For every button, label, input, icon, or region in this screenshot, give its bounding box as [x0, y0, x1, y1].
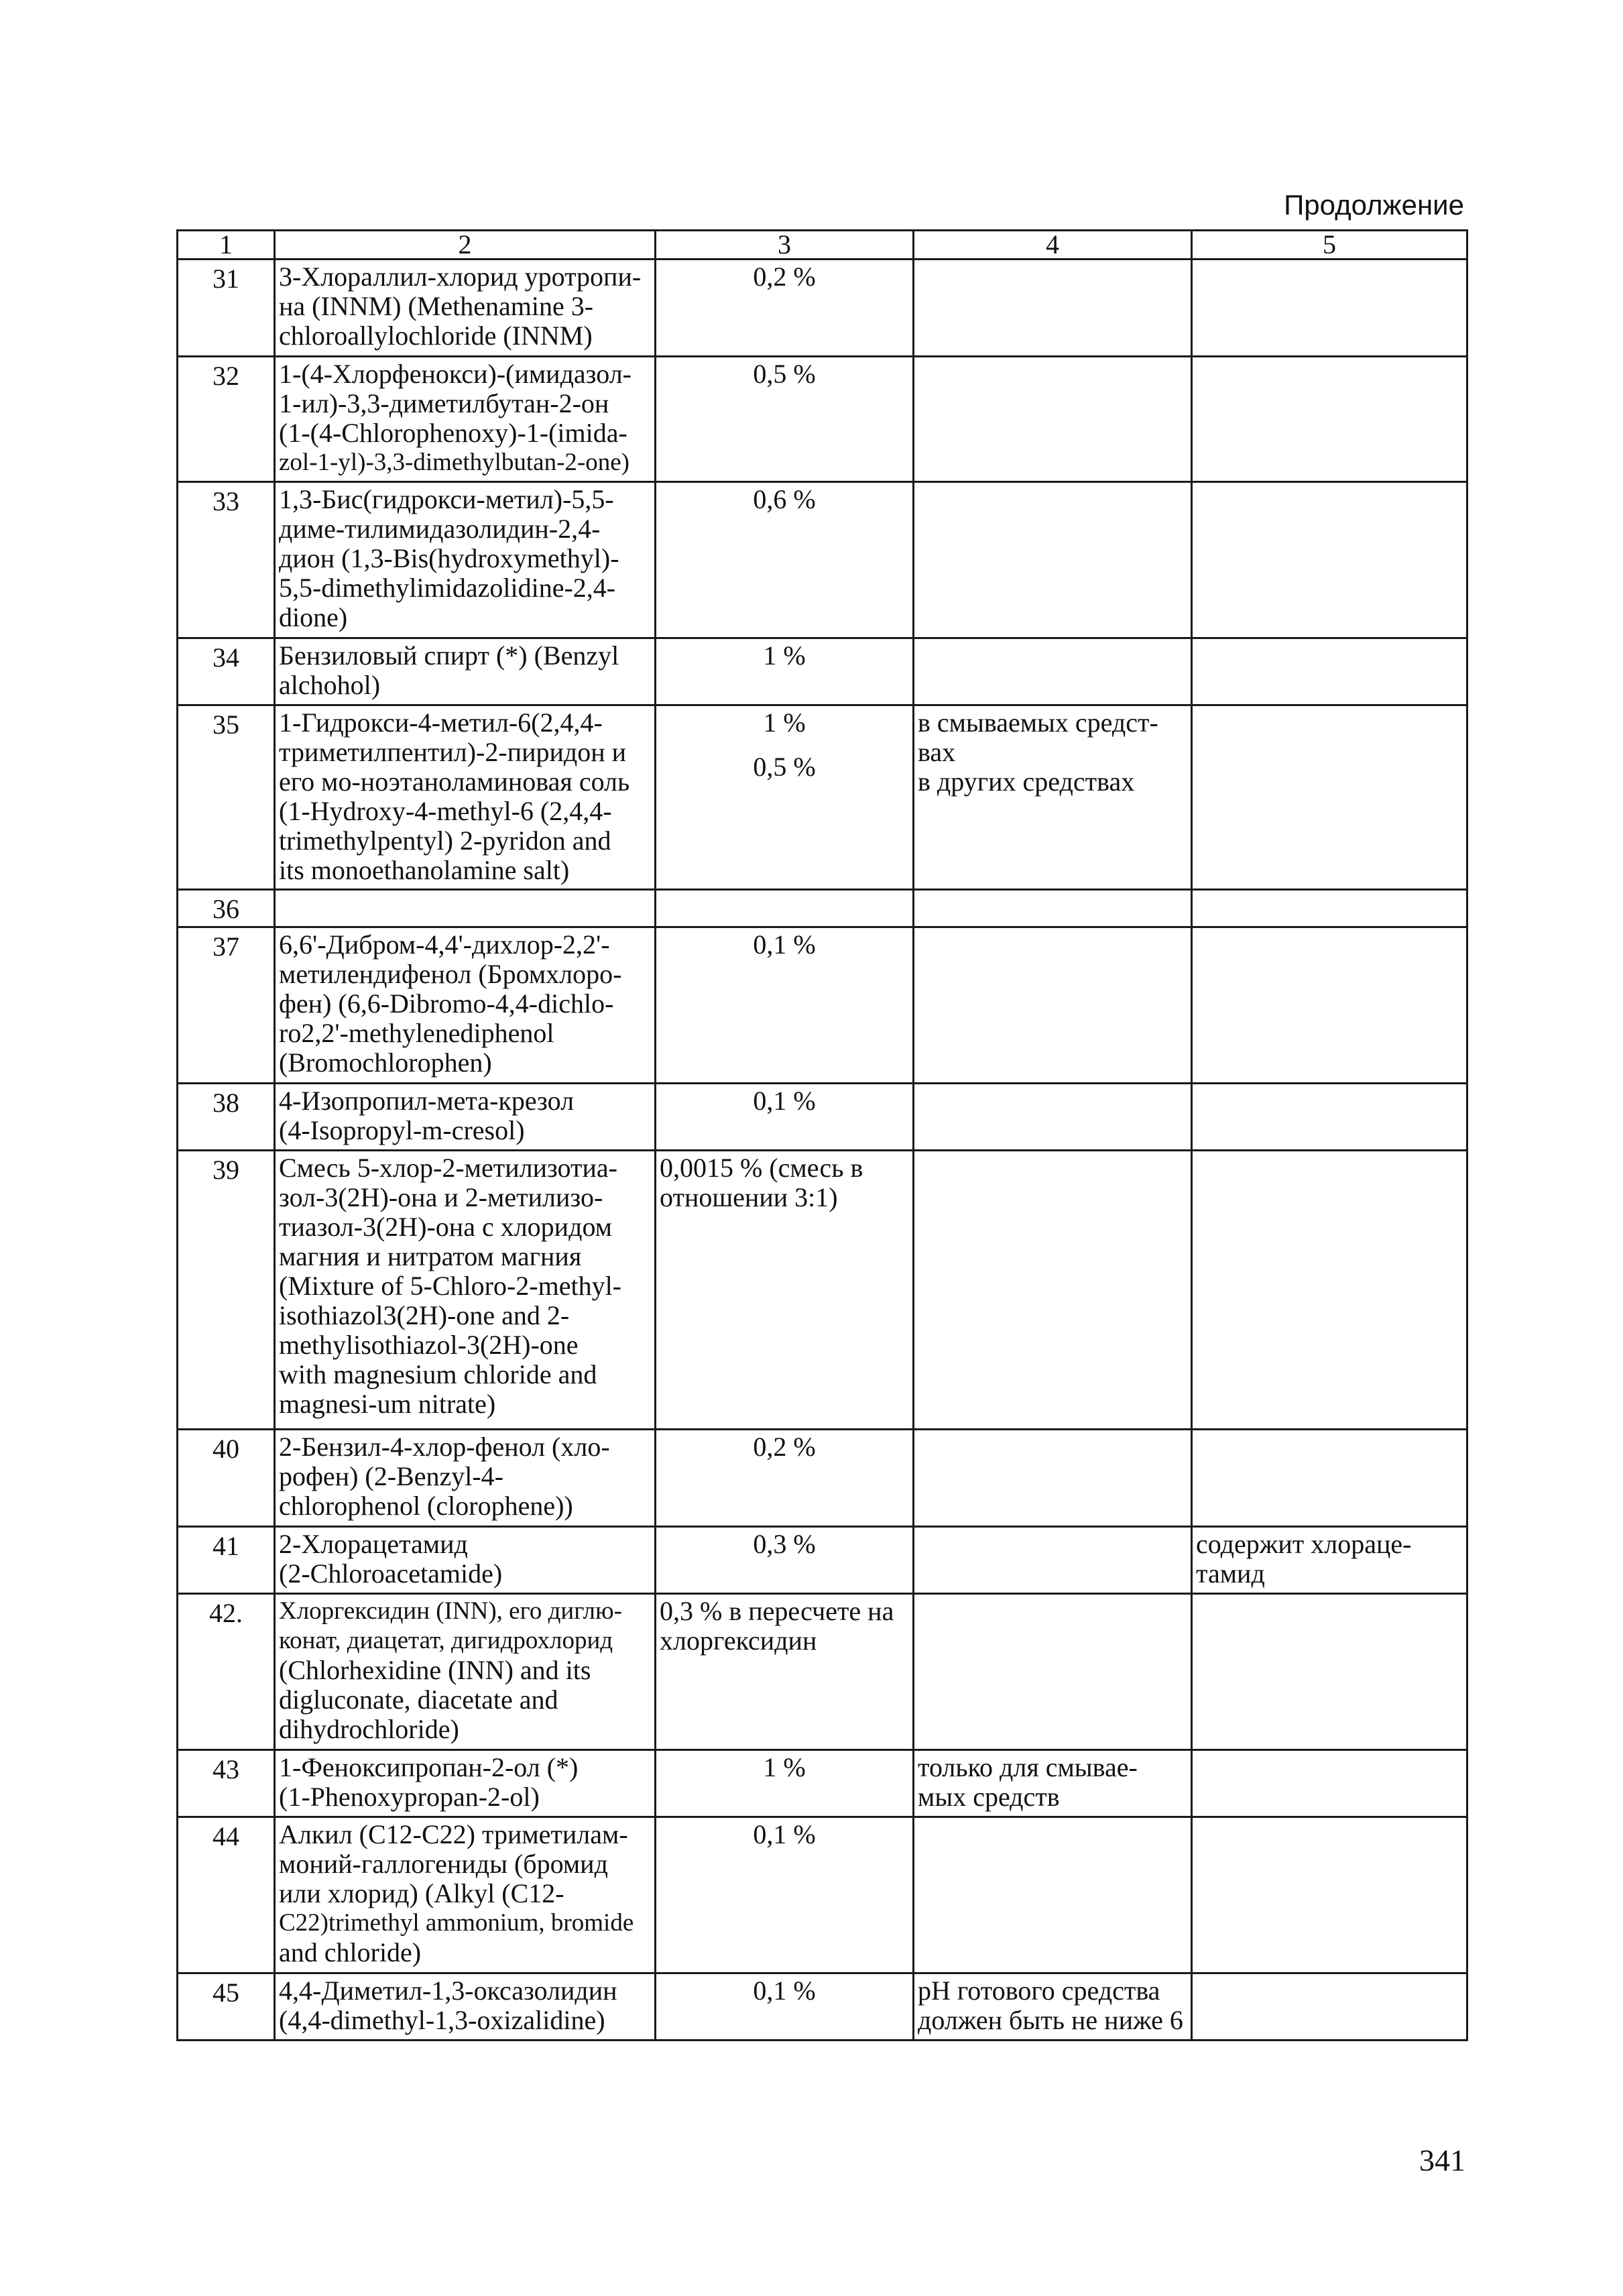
- header-cell: 5: [1192, 231, 1467, 260]
- table-row: [178, 705, 1467, 890]
- concentration: 0,1 %: [656, 927, 914, 1084]
- row-number: 39: [178, 1151, 275, 1430]
- row-number: 41: [178, 1527, 275, 1594]
- table-row: [178, 638, 1467, 705]
- header-cell: 2: [275, 231, 656, 260]
- note: [1192, 1817, 1467, 1973]
- substance-name: 1-(4-Хлорфенокси)-(имидазол- 1-ил)-3,3-диметилбутан-2-он (1-(4-Chlorophenoxy)-1-(imida- zol-1-yl)-3,3-dimethylbutan-2-one): [275, 357, 656, 482]
- table-row: [178, 260, 1467, 357]
- substances-table: [176, 229, 1468, 2041]
- page-number: 341: [1419, 2143, 1465, 2177]
- note: [1192, 1084, 1467, 1151]
- concentration: 0,2 %: [656, 260, 914, 357]
- concentration: [656, 705, 914, 890]
- substance-name: Алкил (С12-С22) триметилам- моний-галлогениды (бромид или хлорид) (Alkyl (C12- C22)trimethyl ammonium, bromide and chloride): [275, 1817, 656, 1973]
- note: [1192, 1151, 1467, 1430]
- header-cell: 4: [914, 231, 1192, 260]
- restriction: [914, 927, 1192, 1084]
- note: [1192, 1973, 1467, 2041]
- concentration-b: 0,5 %: [753, 752, 816, 782]
- restriction: [914, 890, 1192, 927]
- table-header-row: [178, 231, 1467, 260]
- restriction: [914, 1527, 1192, 1594]
- concentration: 0,1 %: [656, 1817, 914, 1973]
- substance-name: 2-Хлорацетамид (2-Chloroacetamide): [275, 1527, 656, 1594]
- note: [1192, 1594, 1467, 1750]
- concentration: 0,5 %: [656, 357, 914, 482]
- substance-name: Бензиловый спирт (*) (Benzyl alchohol): [275, 638, 656, 705]
- note: [1192, 260, 1467, 357]
- concentration: 0,2 %: [656, 1430, 914, 1527]
- table-row: [178, 482, 1467, 638]
- concentration: 0,3 %: [656, 1527, 914, 1594]
- table-row: [178, 1817, 1467, 1973]
- substance-name: Хлоргексидин (INN), его диглю- конат, диацетат, дигидрохлорид (Chlorhexidine (INN) and its digluconate, diacetate and dihydrochloride): [275, 1594, 656, 1750]
- substance-name: [275, 890, 656, 927]
- substance-name: 1,3-Бис(гидрокси-метил)-5,5- диме-тилимидазолидин-2,4- дион (1,3-Bis(hydroxymethyl)- 5,5-dimethylimidazolidine-2,4- dione): [275, 482, 656, 638]
- restriction: [914, 638, 1192, 705]
- table-row: [178, 890, 1467, 927]
- note: [1192, 927, 1467, 1084]
- row-number: 44: [178, 1817, 275, 1973]
- substance-name: 6,6'-Дибром-4,4'-дихлор-2,2'- метилендифенол (Бромхлоро- фен) (6,6-Dibromo-4,4-dichlo- ro2,2'-methylenediphenol (Bromochlorophen): [275, 927, 656, 1084]
- row-number: 36: [178, 890, 275, 927]
- restriction: [914, 1084, 1192, 1151]
- restriction: рН готового средства должен быть не ниже 6: [914, 1973, 1192, 2041]
- table-row: [178, 1527, 1467, 1594]
- table-row: [178, 1084, 1467, 1151]
- continuation-label: Продолжение: [1284, 189, 1464, 221]
- row-number: 38: [178, 1084, 275, 1151]
- substance-name: 1-Гидрокси-4-метил-6(2,4,4- триметилпентил)-2-пиридон и его мо-ноэтаноламиновая соль (1-Hydroxy-4-methyl-6 (2,4,4- trimethylpentyl) 2-pyridon and its monoethanolamine salt): [275, 705, 656, 890]
- restriction: [914, 1151, 1192, 1430]
- concentration: 0,1 %: [656, 1084, 914, 1151]
- concentration: 0,1 %: [656, 1973, 914, 2041]
- note: [1192, 890, 1467, 927]
- substance-name: 4-Изопропил-мета-крезол (4-Isopropyl-m-cresol): [275, 1084, 656, 1151]
- substance-name: 1-Феноксипропан-2-ол (*) (1-Phenoxypropan-2-ol): [275, 1750, 656, 1817]
- note: [1192, 482, 1467, 638]
- restriction: [914, 1430, 1192, 1527]
- substance-name: 4,4-Диметил-1,3-оксазолидин (4,4-dimethyl-1,3-oxizalidine): [275, 1973, 656, 2041]
- restriction: [914, 1817, 1192, 1973]
- table-row: [178, 1430, 1467, 1527]
- row-number: 32: [178, 357, 275, 482]
- row-number: 45: [178, 1973, 275, 2041]
- note: [1192, 1430, 1467, 1527]
- table-row: [178, 927, 1467, 1084]
- note: [1192, 357, 1467, 482]
- substance-name: 3-Хлораллил-хлорид уротропи- на (INNM) (Methenamine 3- chloroallylochloride (INNM): [275, 260, 656, 357]
- concentration: 0,3 % в пересчете на хлоргексидин: [656, 1594, 914, 1750]
- row-number: 34: [178, 638, 275, 705]
- table-row: [178, 357, 1467, 482]
- concentration-a: 1 %: [763, 707, 806, 738]
- row-number: 43: [178, 1750, 275, 1817]
- table-row: [178, 1151, 1467, 1430]
- table-row: [178, 1973, 1467, 2041]
- substance-name: 2-Бензил-4-хлор-фенол (хло- рофен) (2-Benzyl-4- chlorophenol (clorophene)): [275, 1430, 656, 1527]
- row-number: 35: [178, 705, 275, 890]
- concentration: 0,0015 % (смесь в отношении 3:1): [656, 1151, 914, 1430]
- table-row: [178, 1594, 1467, 1750]
- restriction: [914, 1594, 1192, 1750]
- substance-name: Смесь 5-хлор-2-метилизотиа- зол-3(2Н)-она и 2-метилизо- тиазол-3(2Н)-она с хлоридом магния и нитратом магния (Mixture of 5-Chloro-2-methyl- isothiazol3(2H)-one and 2- methylisothiazol-3(2H)-one with magnesium chloride and magnesi-um nitrate): [275, 1151, 656, 1430]
- header-cell: 3: [656, 231, 914, 260]
- restriction: [914, 260, 1192, 357]
- row-number: 31: [178, 260, 275, 357]
- row-number: 40: [178, 1430, 275, 1527]
- row-number: 42.: [178, 1594, 275, 1750]
- concentration: 1 %: [656, 638, 914, 705]
- table-row: [178, 1750, 1467, 1817]
- row-number: 33: [178, 482, 275, 638]
- row-number: 37: [178, 927, 275, 1084]
- note: [1192, 1750, 1467, 1817]
- header-cell: 1: [178, 231, 275, 260]
- note: [1192, 705, 1467, 890]
- concentration: 0,6 %: [656, 482, 914, 638]
- concentration: [656, 890, 914, 927]
- note: содержит хлораце- тамид: [1192, 1527, 1467, 1594]
- restriction: только для смывае- мых средств: [914, 1750, 1192, 1817]
- concentration: 1 %: [656, 1750, 914, 1817]
- note: [1192, 638, 1467, 705]
- restriction: [914, 482, 1192, 638]
- restriction: [914, 357, 1192, 482]
- restriction: в смываемых средст- вах в других средствах: [914, 705, 1192, 890]
